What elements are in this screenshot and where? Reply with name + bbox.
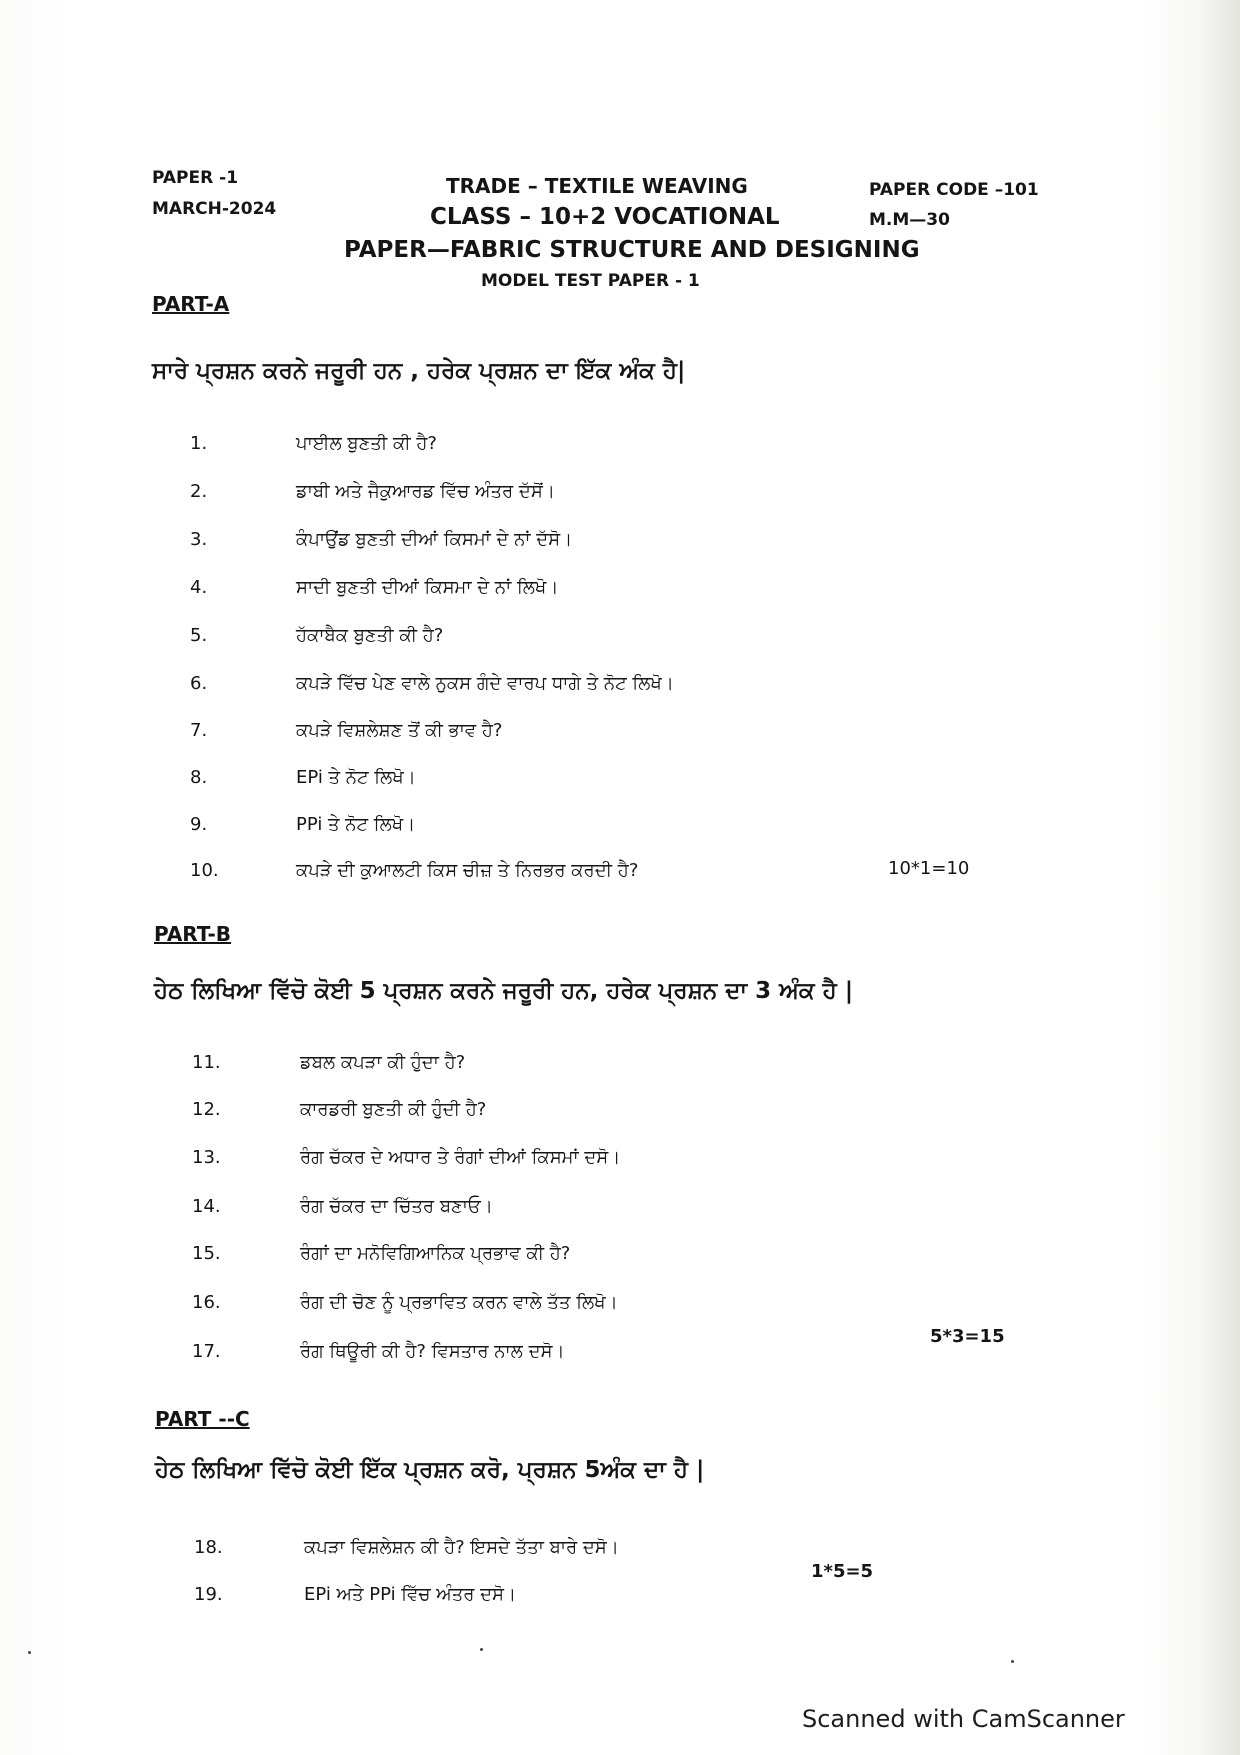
paper-title: PAPER—FABRIC STRUCTURE AND DESIGNING [344,237,920,263]
question-number: 7. [190,720,208,741]
question-text: PPi ਤੇ ਨੋਟ ਲਿਖੋ। [296,814,416,835]
part-c-marks: 1*5=5 [811,1561,874,1582]
question-text: ਕਪੜਾ ਵਿਸ਼ਲੇਸ਼ਨ ਕੀ ਹੈ? ਇਸਦੇ ਤੱਤਾ ਬਾਰੇ ਦਸੋ। [304,1537,619,1558]
question-text: ਹੱਕਾਬੈਕ ਬੁਣਤੀ ਕੀ ਹੈ? [296,625,444,646]
scan-speck [480,1648,483,1651]
question-number: 1. [190,433,208,454]
question-text: ਕਪੜੇ ਦੀ ਕੁਆਲਟੀ ਕਿਸ ਚੀਜ਼ ਤੇ ਨਿਰਭਰ ਕਰਦੀ ਹੈ? [296,860,639,881]
question-text: EPi ਅਤੇ PPi ਵਿੱਚ ਅੰਤਰ ਦਸੋ। [304,1584,517,1605]
question-text: ਰੰਗਾਂ ਦਾ ਮਨੋਵਿਗਿਆਨਿਕ ਪ੍ਰਭਾਵ ਕੀ ਹੈ? [300,1243,571,1264]
part-c-title: PART --C [155,1407,250,1431]
question-text: ਸਾਦੀ ਬੁਣਤੀ ਦੀਆਂ ਕਿਸਮਾ ਦੇ ਨਾਂ ਲਿਖੋ। [296,577,559,598]
question-number: 16. [192,1292,221,1313]
question-number: 3. [190,529,208,550]
question-text: ਕਾਰਡਰੀ ਬੁਣਤੀ ਕੀ ਹੁੰਦੀ ਹੈ? [300,1099,487,1120]
question-text: ਰੰਗ ਥਿਊਰੀ ਕੀ ਹੈ? ਵਿਸਤਾਰ ਨਾਲ ਦਸੋ। [300,1341,565,1362]
max-marks: M.M—30 [869,210,950,230]
scan-speck [1011,1660,1014,1663]
question-number: 19. [194,1584,223,1605]
page-edge-shadow [1202,0,1240,1755]
question-text: ਕਪੜੇ ਵਿੱਚ ਪੇਣ ਵਾਲੇ ਨੁਕਸ ਗੰਦੇ ਵਾਰਪ ਧਾਗੇ ਤੇ ਨੋਟ ਲਿਖੋ। [296,673,674,694]
part-a-marks: 10*1=10 [888,858,970,879]
question-text: ਰੰਗ ਚੱਕਰ ਦੇ ਅਧਾਰ ਤੇ ਰੰਗਾਂ ਦੀਆਂ ਕਿਸਮਾਂ ਦਸੋ। [300,1147,621,1168]
paper-number: PAPER -1 [152,168,239,188]
question-number: 18. [194,1537,223,1558]
question-number: 4. [190,577,208,598]
question-number: 6. [190,673,208,694]
scan-speck [28,1651,31,1654]
question-number: 15. [192,1243,221,1264]
part-a-instruction: ਸਾਰੇ ਪ੍ਰਸ਼ਨ ਕਰਨੇ ਜਰੂਰੀ ਹਨ , ਹਰੇਕ ਪ੍ਰਸ਼ਨ ਦਾ ਇੱਕ ਅੰਕ ਹੈ| [152,358,686,384]
question-number: 14. [192,1196,221,1217]
question-text: EPi ਤੇ ਨੋਟ ਲਿਖੋ। [296,767,416,788]
question-number: 8. [190,767,208,788]
question-number: 5. [190,625,208,646]
exam-date: MARCH-2024 [152,199,277,219]
question-number: 10. [190,860,219,881]
class-title: CLASS – 10+2 VOCATIONAL [430,204,780,230]
scanner-watermark: Scanned with CamScanner [802,1705,1125,1733]
part-a-title: PART-A [152,292,230,316]
part-b-instruction: ਹੇਠ ਲਿਖਿਆ ਵਿੱਚੋ ਕੋਈ 5 ਪ੍ਰਸ਼ਨ ਕਰਨੇ ਜਰੂਰੀ ਹਨ, ਹਰੇਕ ਪ੍ਰਸ਼ਨ ਦਾ 3 ਅੰਕ ਹੈ | [154,978,854,1004]
model-test-title: MODEL TEST PAPER - 1 [481,271,700,291]
question-number: 11. [192,1052,221,1073]
question-text: ਕਪੜੇ ਵਿਸ਼ਲੇਸ਼ਣ ਤੋਂ ਕੀ ਭਾਵ ਹੈ? [296,720,503,741]
part-c-instruction: ਹੇਠ ਲਿਖਿਆ ਵਿੱਚੋ ਕੋਈ ਇੱਕ ਪ੍ਰਸ਼ਨ ਕਰੋ, ਪ੍ਰਸ਼ਨ 5ਅੰਕ ਦਾ ਹੈ | [155,1457,705,1483]
question-text: ਕੰਪਾਉਂਡ ਬੁਣਤੀ ਦੀਆਂ ਕਿਸਮਾਂ ਦੇ ਨਾਂ ਦੱਸੋ। [296,529,573,550]
part-b-marks: 5*3=15 [930,1326,1005,1347]
question-number: 17. [192,1341,221,1362]
question-text: ਰੰਗ ਦੀ ਚੋਣ ਨੂੰ ਪ੍ਰਭਾਵਿਤ ਕਰਨ ਵਾਲੇ ਤੱਤ ਲਿਖੋ। [300,1292,618,1313]
part-b-title: PART-B [154,922,232,946]
paper-code: PAPER CODE –101 [869,180,1039,200]
trade-title: TRADE – TEXTILE WEAVING [446,174,748,198]
question-text: ਪਾਈਲ ਬੁਣਤੀ ਕੀ ਹੈ? [296,433,437,454]
question-text: ਡਬਲ ਕਪੜਾ ਕੀ ਹੁੰਦਾ ਹੈ? [300,1052,466,1073]
question-text: ਡਾਬੀ ਅਤੇ ਜੈਕੁਆਰਡ ਵਿੱਚ ਅੰਤਰ ਦੱਸੋਂ। [296,481,555,502]
question-number: 13. [192,1147,221,1168]
question-number: 9. [190,814,208,835]
question-number: 12. [192,1099,221,1120]
question-number: 2. [190,481,208,502]
question-text: ਰੰਗ ਚੱਕਰ ਦਾ ਚਿੱਤਰ ਬਣਾਓ। [300,1196,493,1217]
